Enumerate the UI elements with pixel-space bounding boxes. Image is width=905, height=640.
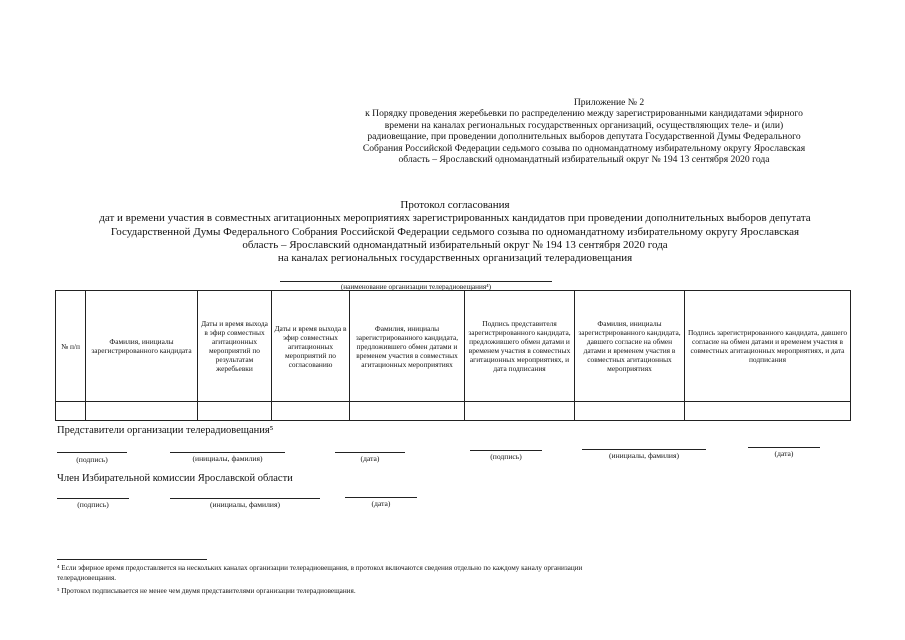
header-cell: Даты и время выхода в эфир совместных агитационных мероприятий по согласованию (272, 291, 350, 402)
name-line[interactable] (170, 498, 320, 499)
name-caption: (инициалы, фамилия) (209, 500, 280, 509)
signature-line[interactable] (57, 452, 127, 453)
appendix-line: Собрания Российской Федерации седьмого созыва по одномандатному избирательному округу Ярославская (362, 142, 806, 154)
signature-line[interactable] (470, 450, 542, 451)
signature-line[interactable] (57, 498, 129, 499)
footnote-text: ⁴ Если эфирное время предоставляется на нескольких каналах организации телерадиовещания, в протокол включаются сведения отдельно по каждому каналу организации (57, 564, 583, 572)
member-heading: Член Избирательной комиссии Ярославской области (57, 473, 293, 484)
date-line[interactable] (335, 452, 405, 453)
date-line[interactable] (748, 447, 820, 448)
protocol-heading (40, 199, 870, 265)
representatives-heading: Представители организации телерадиовещания⁵ (57, 425, 274, 436)
protocol-line: на каналах региональных государственных организаций телерадиовещания (277, 252, 633, 265)
appendix-line: времени на каналах региональных государственных организаций, осуществляющих теле- и (или) (384, 119, 784, 131)
header-cell: № п/п (56, 291, 86, 402)
table-cell[interactable] (86, 402, 198, 421)
protocol-line: дат и времени участия в совместных агитационных мероприятиях зарегистрированных кандидатов при проведении дополнительных выборов депутата (99, 212, 811, 225)
table-cell[interactable] (350, 402, 465, 421)
signature-caption: (подпись) (77, 500, 109, 509)
appendix-line: к Порядку проведения жеребьевки по распределению между зарегистрированными кандидатами эфирного (365, 108, 803, 120)
table-cell[interactable] (465, 402, 575, 421)
signature-caption: (подпись) (490, 452, 522, 461)
footnote-text: телерадиовещания. (57, 573, 117, 582)
table-cell[interactable] (685, 402, 851, 421)
protocol-line: область – Ярославский одномандатный избирательный округ № 194 13 сентября 2020 года (242, 238, 668, 251)
header-cell: Фамилия, инициалы зарегистрированного кандидата, давшего согласие на обмен датами и временем участия в совместных агитационных мероприятиях (575, 291, 685, 402)
name-caption: (инициалы, фамилия) (192, 454, 263, 463)
header-cell: Подпись зарегистрированного кандидата, давшего согласие на обмен датами и временем участия в совместных агитационных мероприятиях, и дата подписания (685, 291, 851, 402)
signature-caption: (подпись) (76, 455, 108, 464)
appendix-block (330, 97, 838, 165)
table-header-row (56, 291, 851, 402)
name-line[interactable] (582, 449, 706, 450)
table-cell[interactable] (575, 402, 685, 421)
agreement-table (55, 290, 851, 421)
date-line[interactable] (345, 497, 417, 498)
header-cell: Даты и время выхода в эфир совместных агитационных мероприятий по результатам жеребьевки (198, 291, 272, 402)
appendix-line: область – Ярославский одномандатный избирательный округ № 194 13 сентября 2020 года (398, 154, 770, 166)
org-name-caption: (наименование организации телерадиовещания⁴) (340, 283, 492, 291)
date-caption: (дата) (371, 499, 391, 508)
header-cell: Фамилия, инициалы зарегистрированного кандидата (86, 291, 198, 402)
table-cell[interactable] (198, 402, 272, 421)
table-cell[interactable] (56, 402, 86, 421)
appendix-title: Приложение № 2 (573, 97, 645, 108)
footnote-4 (57, 564, 797, 583)
footnote-5: ⁵ Протокол подписывается не менее чем двумя представителями организации телерадиовещания. (57, 587, 356, 595)
table-cell[interactable] (272, 402, 350, 421)
protocol-line: Государственной Думы Федерального Собрания Российской Федерации седьмого созыва по одномандатному избирательному округу Ярославская (110, 225, 800, 238)
appendix-line: радиовещание, при проведении дополнительных выборов депутата Государственной Думы Федерального (367, 131, 801, 143)
name-caption: (инициалы, фамилия) (608, 451, 679, 460)
name-line[interactable] (170, 452, 285, 453)
header-cell: Подпись представителя зарегистрированного кандидата, предложившего обмен датами и временем участия в совместных агитационных мероприятиях, и дата подписания (465, 291, 575, 402)
date-caption: (дата) (774, 449, 794, 458)
org-name-line (280, 281, 552, 282)
date-caption: (дата) (360, 454, 380, 463)
protocol-title: Протокол согласования (400, 199, 510, 211)
table-row (56, 402, 851, 421)
footnote-rule (57, 559, 207, 560)
header-cell: Фамилия, инициалы зарегистрированного кандидата, предложившего обмен датами и временем участия в совместных агитационных мероприятиях (350, 291, 465, 402)
